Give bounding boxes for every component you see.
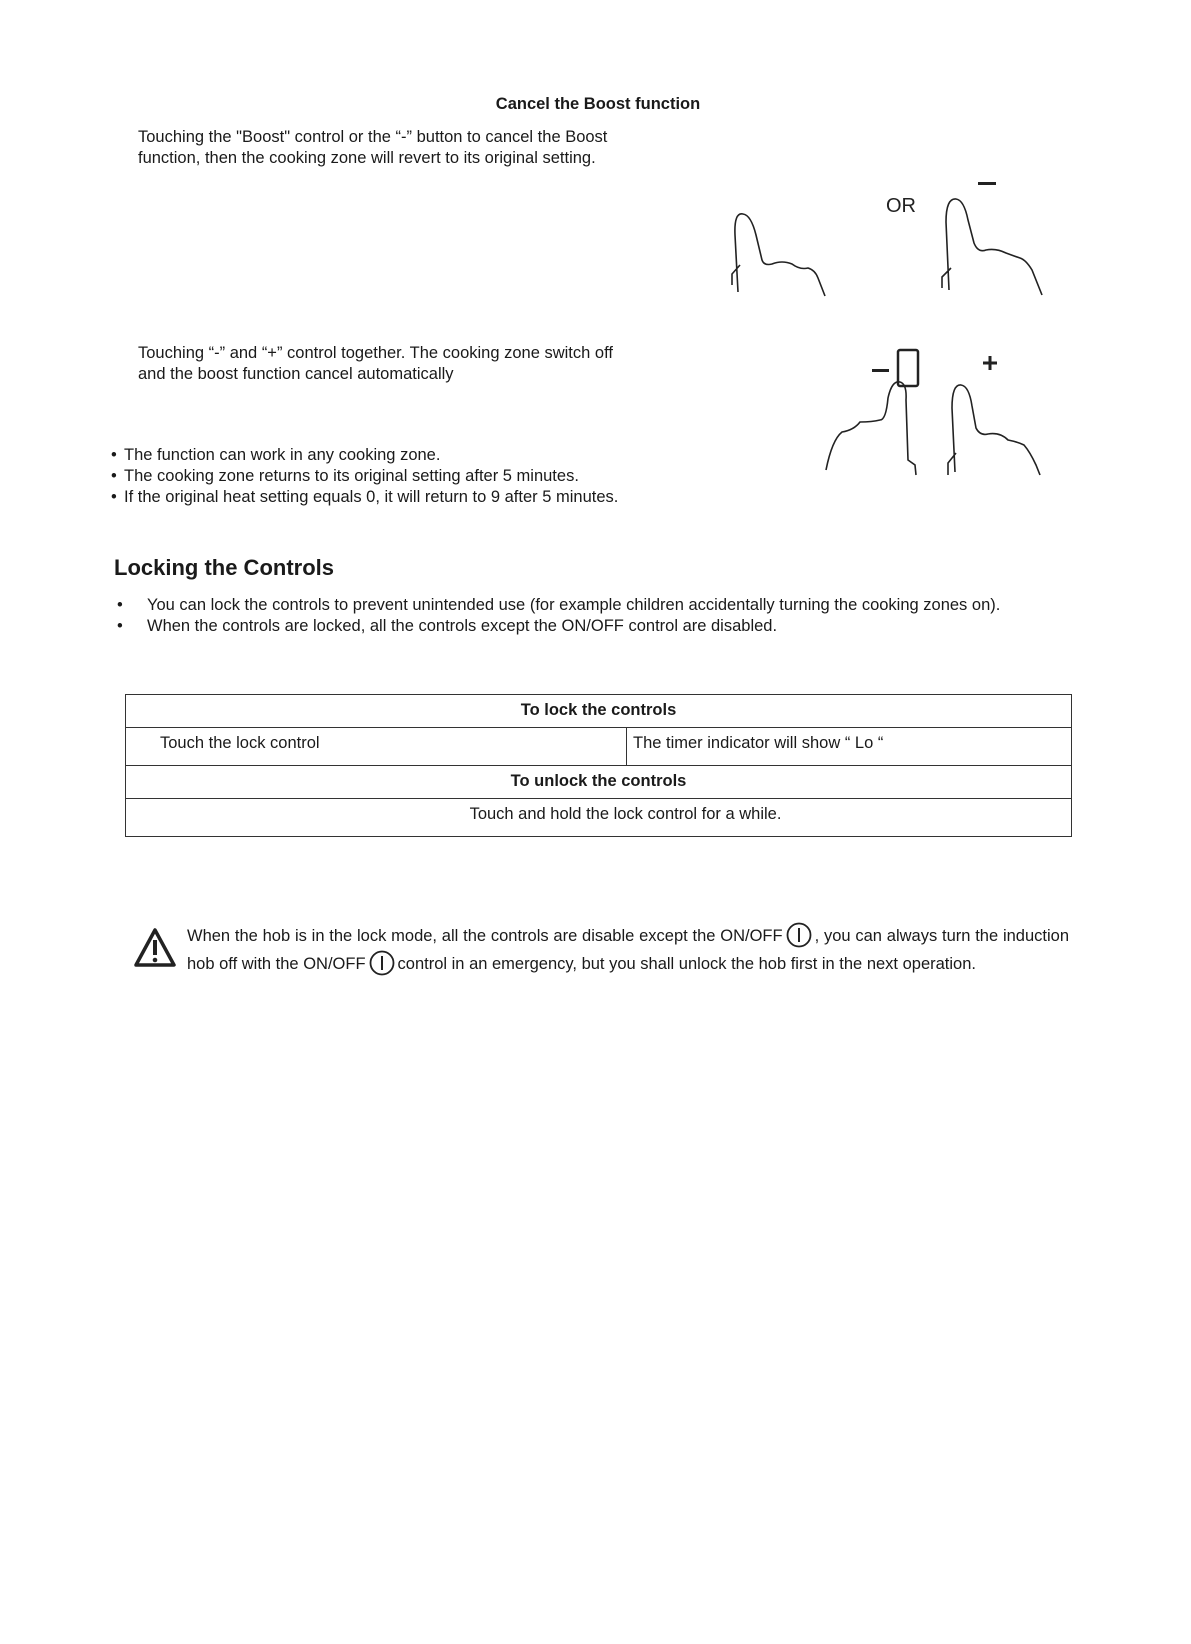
list-item: • The function can work in any cooking zone. — [111, 446, 441, 464]
warning-text: When the hob is in the lock mode, all the controls are disable except the ON/OFF , you can always turn the induction hob off with the ON/OFF control in an emergency, but you shall unlock the hob first in the next operation. — [187, 922, 1069, 978]
list-item: • The cooking zone returns to its original setting after 5 minutes. — [111, 467, 579, 485]
lock-controls-table — [125, 694, 1072, 837]
or-label: OR — [886, 195, 916, 217]
finger-icon — [942, 199, 1042, 295]
boost-notes-list — [111, 445, 618, 508]
table-row — [126, 728, 1072, 766]
finger-icon — [732, 214, 825, 296]
table-row — [126, 799, 1072, 837]
boost-cancel-together-text — [138, 343, 613, 385]
section-heading: Locking the Controls — [114, 555, 334, 580]
list-item: • You can lock the controls to prevent unintended use (for example children accidentally turning the cooking zones on). — [117, 596, 1001, 614]
minus-icon — [872, 369, 889, 372]
text-line: Touching the "Boost" control or the “-” button to cancel the Boost — [138, 128, 608, 146]
power-icon — [369, 950, 395, 976]
table-header: To unlock the controls — [126, 766, 1072, 799]
table-cell: Touch and hold the lock control for a while. — [126, 799, 1072, 837]
list-item: • When the controls are locked, all the controls except the ON/OFF control are disabled. — [117, 617, 778, 635]
table-cell: The timer indicator will show “ Lo “ — [627, 728, 1072, 766]
list-item: • If the original heat setting equals 0, it will return to 9 after 5 minutes. — [111, 488, 619, 506]
table-cell: Touch the lock control — [126, 728, 627, 766]
minus-icon — [978, 182, 996, 185]
table-header: To lock the controls — [126, 695, 1072, 728]
boost-cancel-text — [138, 127, 607, 169]
text-line: Touching “-” and “+” control together. The cooking zone switch off — [138, 344, 613, 362]
display-digit-zero — [898, 350, 918, 386]
power-icon — [786, 922, 812, 948]
locking-list — [117, 595, 1017, 637]
warning-triangle-icon — [134, 927, 176, 969]
section-title: Cancel the Boost function — [495, 95, 701, 113]
finger-icon — [826, 382, 916, 475]
plus-icon — [983, 356, 997, 370]
finger-icon — [948, 385, 1040, 475]
finger-touch-illustration — [720, 160, 1070, 480]
text-line: function, then the cooking zone will revert to its original setting. — [138, 149, 596, 167]
text-line: and the boost function cancel automatically — [138, 365, 454, 383]
